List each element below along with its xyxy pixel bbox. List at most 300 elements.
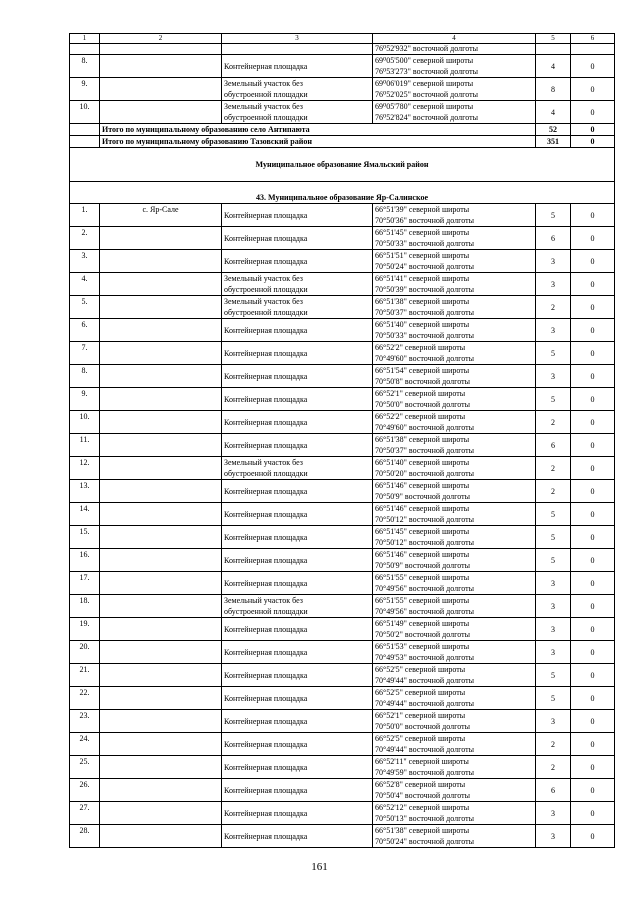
- site-type-line: Контейнерная площадка: [224, 325, 308, 335]
- longitude-text: 70°49'59" восточной долготы: [375, 768, 474, 777]
- cell-quantity: 3: [536, 825, 571, 848]
- table-row: [70, 388, 615, 411]
- latitude-text: 69⁰05'500" северной широты: [375, 56, 474, 65]
- longitude-text: 70°50'9" восточной долготы: [375, 561, 470, 570]
- cell-zero: 0: [571, 55, 615, 78]
- table-row: [70, 802, 615, 825]
- cell-zero: 0: [571, 503, 615, 526]
- longitude-text: 70°50'39" восточной долготы: [375, 285, 474, 294]
- cell-number: 17.: [70, 572, 100, 595]
- cell-coordinates: [373, 733, 536, 756]
- cell-quantity: 5: [536, 342, 571, 365]
- total-label: Итого по муниципальному образованию Тазовский район: [100, 136, 536, 148]
- site-type-line: Контейнерная площадка: [224, 693, 308, 703]
- table-row: [70, 250, 615, 273]
- longitude-text: 70°50'9" восточной долготы: [375, 492, 470, 501]
- table-row: [70, 618, 615, 641]
- cell-quantity: 3: [536, 250, 571, 273]
- site-type-line: Контейнерная площадка: [224, 624, 308, 634]
- cell-coordinates: 76⁰52'932" восточной долготы: [373, 44, 536, 55]
- longitude-text: 70°49'44" восточной долготы: [375, 745, 474, 754]
- page-number: 161: [311, 861, 328, 873]
- longitude-text: 70°49'56" восточной долготы: [375, 607, 474, 616]
- longitude-text: 76⁰53'273" восточной долготы: [375, 67, 478, 76]
- cell-quantity: 3: [536, 802, 571, 825]
- cell-site-type: [222, 457, 373, 480]
- subsection-title: 43. Муниципальное образование Яр-Салинское: [70, 182, 615, 204]
- latitude-text: 66°52'1" северной широты: [375, 389, 466, 398]
- cell-zero: 0: [571, 802, 615, 825]
- longitude-text: 70°50'8" восточной долготы: [375, 377, 470, 386]
- site-type-line: Земельный участок без: [224, 102, 303, 111]
- column-number: 3: [222, 34, 373, 44]
- total-label: Итого по муниципальному образованию село Антипаюта: [100, 124, 536, 136]
- site-type-line: Земельный участок без: [224, 274, 303, 283]
- cell-number: 28.: [70, 825, 100, 848]
- site-type-line: Контейнерная площадка: [224, 808, 308, 818]
- cell-empty: [70, 124, 100, 136]
- cell-quantity: 5: [536, 549, 571, 572]
- cell-number: 11.: [70, 434, 100, 457]
- cell-quantity: 5: [536, 204, 571, 227]
- cell-location: [100, 101, 222, 124]
- cell-location: [100, 503, 222, 526]
- table-row: [70, 733, 615, 756]
- latitude-text: 66°51'41" северной широты: [375, 274, 470, 283]
- cell-number: 21.: [70, 664, 100, 687]
- cell-site-type: [222, 342, 373, 365]
- cell-number: 15.: [70, 526, 100, 549]
- cell-number: 14.: [70, 503, 100, 526]
- cell-zero: 0: [571, 526, 615, 549]
- cell-location: [100, 342, 222, 365]
- cell-zero: 0: [571, 687, 615, 710]
- continuation-row: [70, 44, 615, 55]
- longitude-text: 70°49'60" восточной долготы: [375, 423, 474, 432]
- site-type-line: Контейнерная площадка: [224, 61, 308, 71]
- cell-quantity: 5: [536, 664, 571, 687]
- total-quantity: 52: [536, 124, 571, 136]
- cell-zero: 0: [571, 572, 615, 595]
- site-type-line: Контейнерная площадка: [224, 417, 308, 427]
- cell-coordinates: [373, 204, 536, 227]
- cell-location: [100, 411, 222, 434]
- section-title: Муниципальное образование Ямальский район: [70, 148, 615, 182]
- latitude-text: 66°52'5" северной широты: [375, 734, 466, 743]
- cell-coordinates: [373, 549, 536, 572]
- cell-location: [100, 457, 222, 480]
- cell-location: [100, 526, 222, 549]
- longitude-text: 70°50'12" восточной долготы: [375, 538, 474, 547]
- longitude-text: 76⁰52'025" восточной долготы: [375, 90, 478, 99]
- cell-coordinates: [373, 664, 536, 687]
- latitude-text: 66°52'12" северной широты: [375, 803, 470, 812]
- cell-location: [100, 44, 222, 55]
- table-row: [70, 756, 615, 779]
- cell-number: 22.: [70, 687, 100, 710]
- longitude-text: 70°49'60" восточной долготы: [375, 354, 474, 363]
- cell-quantity: 4: [536, 55, 571, 78]
- longitude-text: 70°50'12" восточной долготы: [375, 515, 474, 524]
- table-row: [70, 273, 615, 296]
- cell-location: [100, 664, 222, 687]
- site-type-line: обустроенной площадки: [224, 285, 308, 294]
- cell-quantity: 6: [536, 434, 571, 457]
- cell-coordinates: [373, 641, 536, 664]
- cell-quantity: 4: [536, 101, 571, 124]
- latitude-text: 66°51'53" северной широты: [375, 642, 470, 651]
- site-type-line: Контейнерная площадка: [224, 371, 308, 381]
- site-type-line: Контейнерная площадка: [224, 785, 308, 795]
- cell-coordinates: [373, 388, 536, 411]
- cell-site-type: [222, 296, 373, 319]
- cell-quantity: 3: [536, 595, 571, 618]
- site-type-line: обустроенной площадки: [224, 90, 308, 99]
- cell-coordinates: [373, 710, 536, 733]
- cell-site-type: [222, 503, 373, 526]
- longitude-text: 70°49'44" восточной долготы: [375, 699, 474, 708]
- cell-site-type: [222, 779, 373, 802]
- site-type-line: Контейнерная площадка: [224, 348, 308, 358]
- cell-location: [100, 756, 222, 779]
- cell-site-type: [222, 227, 373, 250]
- site-type-line: Контейнерная площадка: [224, 762, 308, 772]
- table-row: [70, 101, 615, 124]
- latitude-text: 66°51'40" северной широты: [375, 458, 470, 467]
- column-number: 5: [536, 34, 571, 44]
- cell-quantity: 2: [536, 411, 571, 434]
- table-row: [70, 434, 615, 457]
- cell-site-type: [222, 756, 373, 779]
- site-type-line: Контейнерная площадка: [224, 739, 308, 749]
- cell-site-type: [222, 365, 373, 388]
- cell-location: [100, 618, 222, 641]
- cell-zero: 0: [571, 549, 615, 572]
- cell-number: 4.: [70, 273, 100, 296]
- cell-number: 8.: [70, 365, 100, 388]
- cell-coordinates: [373, 480, 536, 503]
- cell-location: [100, 595, 222, 618]
- cell-zero: 0: [571, 342, 615, 365]
- total-row: [70, 124, 615, 136]
- cell-number: 5.: [70, 296, 100, 319]
- site-type-line: Контейнерная площадка: [224, 647, 308, 657]
- cell-number: 19.: [70, 618, 100, 641]
- longitude-text: 70°50'37" восточной долготы: [375, 308, 474, 317]
- cell-coordinates: [373, 227, 536, 250]
- cell-zero: 0: [571, 480, 615, 503]
- cell-quantity: 2: [536, 756, 571, 779]
- latitude-text: 69⁰06'019" северной широты: [375, 79, 474, 88]
- total-row: [70, 136, 615, 148]
- column-number: 2: [100, 34, 222, 44]
- table-row: [70, 411, 615, 434]
- site-type-line: Контейнерная площадка: [224, 440, 308, 450]
- latitude-text: 66°51'46" северной широты: [375, 550, 470, 559]
- latitude-text: 66°52'1" северной широты: [375, 711, 466, 720]
- cell-location: [100, 687, 222, 710]
- cell-quantity: 3: [536, 319, 571, 342]
- site-type-line: Контейнерная площадка: [224, 394, 308, 404]
- cell-location: [100, 250, 222, 273]
- cell-location: [100, 365, 222, 388]
- table-row: [70, 296, 615, 319]
- cell-coordinates: [373, 595, 536, 618]
- site-type-line: Земельный участок без: [224, 79, 303, 88]
- column-number-row: [70, 34, 615, 44]
- cell-coordinates: [373, 78, 536, 101]
- total-zero: 0: [571, 124, 615, 136]
- cell-number: 16.: [70, 549, 100, 572]
- latitude-text: 66°52'8" северной широты: [375, 780, 466, 789]
- cell-location: [100, 273, 222, 296]
- cell-number: 10.: [70, 101, 100, 124]
- table-row: [70, 779, 615, 802]
- subsection-row: [70, 182, 615, 204]
- cell-quantity: 3: [536, 641, 571, 664]
- section-row: [70, 148, 615, 182]
- site-type-line: Контейнерная площадка: [224, 716, 308, 726]
- cell-quantity: 3: [536, 273, 571, 296]
- cell-location: [100, 434, 222, 457]
- cell-coordinates: [373, 342, 536, 365]
- longitude-text: 70°49'44" восточной долготы: [375, 676, 474, 685]
- cell-site-type: [222, 618, 373, 641]
- cell-coordinates: [373, 101, 536, 124]
- cell-zero: 0: [571, 641, 615, 664]
- longitude-text: 70°50'36" восточной долготы: [375, 216, 474, 225]
- cell-site-type: [222, 44, 373, 55]
- cell-empty: [70, 136, 100, 148]
- cell-zero: 0: [571, 319, 615, 342]
- cell-quantity: 5: [536, 503, 571, 526]
- table-row: [70, 480, 615, 503]
- table-row: [70, 710, 615, 733]
- longitude-text: 70°50'24" восточной долготы: [375, 837, 474, 846]
- latitude-text: 66°51'38" северной широты: [375, 435, 470, 444]
- table-row: [70, 526, 615, 549]
- latitude-text: 66°51'54" северной широты: [375, 366, 470, 375]
- cell-location: [100, 480, 222, 503]
- longitude-text: 70°50'4" восточной долготы: [375, 791, 470, 800]
- sites-table: [69, 33, 615, 848]
- cell-number: 20.: [70, 641, 100, 664]
- site-type-line: обустроенной площадки: [224, 113, 308, 122]
- cell-location: [100, 319, 222, 342]
- cell-location: [100, 572, 222, 595]
- cell-number: 23.: [70, 710, 100, 733]
- cell-site-type: [222, 825, 373, 848]
- longitude-text: 70°50'33" восточной долготы: [375, 331, 474, 340]
- table-row: [70, 204, 615, 227]
- cell-quantity: 5: [536, 526, 571, 549]
- cell-zero: 0: [571, 101, 615, 124]
- site-type-line: обустроенной площадки: [224, 469, 308, 478]
- cell-zero: 0: [571, 595, 615, 618]
- cell-quantity: 2: [536, 733, 571, 756]
- cell-quantity: 2: [536, 480, 571, 503]
- cell-number: 2.: [70, 227, 100, 250]
- cell-site-type: [222, 687, 373, 710]
- cell-zero: 0: [571, 733, 615, 756]
- longitude-text: 70°49'56" восточной долготы: [375, 584, 474, 593]
- column-number: 4: [373, 34, 536, 44]
- longitude-text: 70°50'2" восточной долготы: [375, 630, 470, 639]
- latitude-text: 66°51'55" северной широты: [375, 596, 470, 605]
- cell-coordinates: [373, 526, 536, 549]
- longitude-text: 76⁰52'824" восточной долготы: [375, 113, 478, 122]
- column-number: 6: [571, 34, 615, 44]
- cell-quantity: 3: [536, 365, 571, 388]
- site-type-line: обустроенной площадки: [224, 607, 308, 616]
- cell-coordinates: [373, 802, 536, 825]
- cell-zero: 0: [571, 227, 615, 250]
- cell-site-type: [222, 101, 373, 124]
- table-row: [70, 549, 615, 572]
- cell-site-type: [222, 641, 373, 664]
- cell-coordinates: [373, 296, 536, 319]
- cell-quantity: 6: [536, 227, 571, 250]
- cell-number: 7.: [70, 342, 100, 365]
- cell-site-type: [222, 434, 373, 457]
- cell-number: 13.: [70, 480, 100, 503]
- cell-site-type: [222, 55, 373, 78]
- cell-site-type: [222, 388, 373, 411]
- cell-zero: 0: [571, 434, 615, 457]
- latitude-text: 66°51'55" северной широты: [375, 573, 470, 582]
- cell-location: [100, 779, 222, 802]
- cell-number: 1.: [70, 204, 100, 227]
- latitude-text: 66°51'46" северной широты: [375, 481, 470, 490]
- column-number: 1: [70, 34, 100, 44]
- cell-number: 26.: [70, 779, 100, 802]
- cell-site-type: [222, 480, 373, 503]
- cell-zero: 0: [571, 664, 615, 687]
- cell-location: [100, 641, 222, 664]
- table-row: [70, 572, 615, 595]
- longitude-text: 70°50'33" восточной долготы: [375, 239, 474, 248]
- cell-coordinates: [373, 319, 536, 342]
- longitude-text: 70°50'0" восточной долготы: [375, 722, 470, 731]
- cell-zero: 0: [571, 78, 615, 101]
- cell-coordinates: [373, 756, 536, 779]
- cell-coordinates: [373, 457, 536, 480]
- cell-location: [100, 296, 222, 319]
- cell-site-type: [222, 549, 373, 572]
- cell-zero: 0: [571, 710, 615, 733]
- cell-quantity: 3: [536, 572, 571, 595]
- table-row: [70, 595, 615, 618]
- cell-quantity: 3: [536, 618, 571, 641]
- table-row: [70, 319, 615, 342]
- latitude-text: 66°52'5" северной широты: [375, 688, 466, 697]
- cell-coordinates: [373, 618, 536, 641]
- cell-site-type: [222, 250, 373, 273]
- latitude-text: 66°52'11" северной широты: [375, 757, 469, 766]
- site-type-line: Контейнерная площадка: [224, 670, 308, 680]
- cell-zero: [571, 44, 615, 55]
- site-type-line: Контейнерная площадка: [224, 555, 308, 565]
- cell-coordinates: [373, 55, 536, 78]
- cell-site-type: [222, 710, 373, 733]
- cell-zero: 0: [571, 779, 615, 802]
- latitude-text: 66°51'40" северной широты: [375, 320, 470, 329]
- cell-location: [100, 802, 222, 825]
- cell-number: 8.: [70, 55, 100, 78]
- latitude-text: 66°51'51" северной широты: [375, 251, 470, 260]
- site-type-line: Контейнерная площадка: [224, 256, 308, 266]
- table-row: [70, 457, 615, 480]
- cell-location: [100, 733, 222, 756]
- cell-location: [100, 825, 222, 848]
- site-type-line: Земельный участок без: [224, 297, 303, 306]
- cell-coordinates: [373, 365, 536, 388]
- cell-zero: 0: [571, 365, 615, 388]
- cell-zero: 0: [571, 825, 615, 848]
- cell-quantity: 8: [536, 78, 571, 101]
- site-type-line: Земельный участок без: [224, 458, 303, 467]
- cell-quantity: 2: [536, 296, 571, 319]
- table-row: [70, 641, 615, 664]
- total-zero: 0: [571, 136, 615, 148]
- cell-location: [100, 55, 222, 78]
- cell-quantity: 5: [536, 687, 571, 710]
- cell-zero: 0: [571, 296, 615, 319]
- table-row: [70, 825, 615, 848]
- cell-coordinates: [373, 434, 536, 457]
- cell-site-type: [222, 572, 373, 595]
- cell-coordinates: [373, 503, 536, 526]
- cell-location: с. Яр-Сале: [100, 204, 222, 227]
- site-type-line: Контейнерная площадка: [224, 233, 308, 243]
- cell-number: 9.: [70, 388, 100, 411]
- latitude-text: 66°51'49" северной широты: [375, 619, 470, 628]
- latitude-text: 66°51'38" северной широты: [375, 826, 470, 835]
- cell-site-type: [222, 526, 373, 549]
- cell-site-type: [222, 78, 373, 101]
- latitude-text: 66°51'45" северной широты: [375, 527, 470, 536]
- site-type-line: Земельный участок без: [224, 596, 303, 605]
- cell-zero: 0: [571, 618, 615, 641]
- table-row: [70, 687, 615, 710]
- cell-coordinates: [373, 411, 536, 434]
- longitude-text: 70°50'37" восточной долготы: [375, 446, 474, 455]
- cell-location: [100, 78, 222, 101]
- cell-site-type: [222, 411, 373, 434]
- cell-location: [100, 227, 222, 250]
- cell-site-type: [222, 595, 373, 618]
- table-row: [70, 55, 615, 78]
- latitude-text: 66°51'38" северной широты: [375, 297, 470, 306]
- cell-location: [100, 549, 222, 572]
- cell-quantity: 3: [536, 710, 571, 733]
- cell-site-type: [222, 733, 373, 756]
- table-row: [70, 78, 615, 101]
- table-body: [70, 34, 615, 848]
- cell-coordinates: [373, 273, 536, 296]
- cell-quantity: 6: [536, 779, 571, 802]
- cell-coordinates: [373, 572, 536, 595]
- cell-location: [100, 710, 222, 733]
- cell-number: 27.: [70, 802, 100, 825]
- cell-number: 6.: [70, 319, 100, 342]
- cell-number: [70, 44, 100, 55]
- table-row: [70, 342, 615, 365]
- table-row: [70, 664, 615, 687]
- table-row: [70, 227, 615, 250]
- site-type-line: Контейнерная площадка: [224, 578, 308, 588]
- site-type-line: Контейнерная площадка: [224, 831, 308, 841]
